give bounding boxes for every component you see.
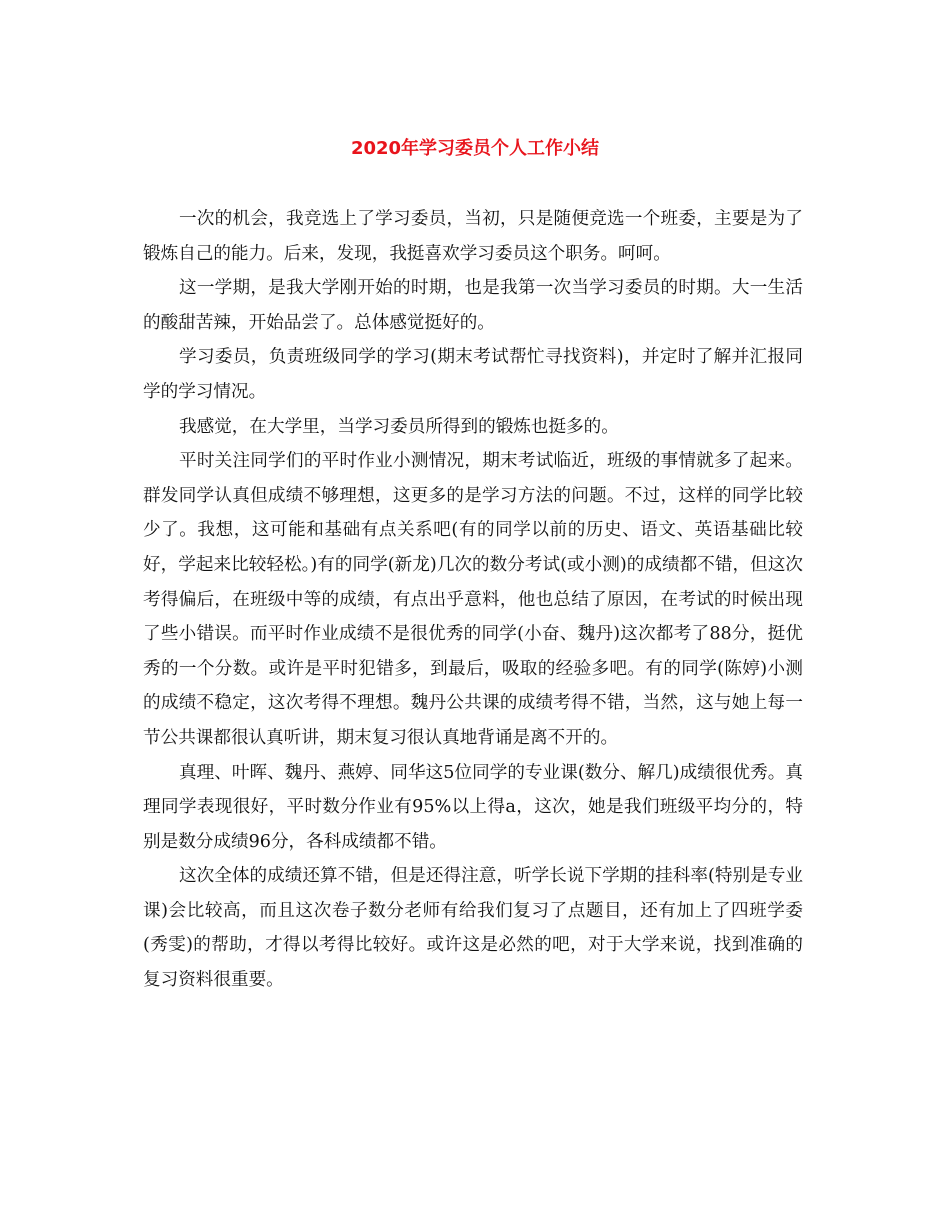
paragraph-1: 一次的机会，我竞选上了学习委员，当初，只是随便竞选一个班委，主要是为了锻炼自己的能力。后来，发现，我挺喜欢学习委员这个职务。呵呵。 [143, 209, 803, 264]
paragraph-2: 这一学期，是我大学刚开始的时期，也是我第一次当学习委员的时期。大一生活的酸甜苦辣，开始品尝了。总体感觉挺好的。 [143, 278, 803, 333]
document-body [143, 202, 803, 998]
paragraph-4: 我感觉，在大学里，当学习委员所得到的锻炼也挺多的。 [179, 416, 619, 437]
paragraph-7: 这次全体的成绩还算不错，但是还得注意，听学长说下学期的挂科率(特别是专业课)会比较高，而且这次卷子数分老师有给我们复习了点题目，还有加上了四班学委(秀雯)的帮助，才得以考得比较好。或许这是必然的吧，对于大学来说，找到准确的复习资料很重要。 [143, 866, 803, 991]
document-title: 2020年学习委员个人工作小结 [350, 138, 600, 159]
paragraph-3: 学习委员，负责班级同学的学习(期末考试帮忙寻找资料)，并定时了解并汇报同学的学习情况。 [143, 347, 803, 402]
paragraph-5: 平时关注同学们的平时作业小测情况，期末考试临近，班级的事情就多了起来。群发同学认真但成绩不够理想，这更多的是学习方法的问题。不过，这样的同学比较少了。我想，这可能和基础有点关系吧(有的同学以前的历史、语文、英语基础比较好，学起来比较轻松。)有的同学(新龙)几次的数分考试(或小测)的成绩都不错，但这次考得偏后，在班级中等的成绩，有点出乎意料，他也总结了原因，在考试的时候出现了些小错误。而平时作业成绩不是很优秀的同学(小奋、魏丹)这次都考了88分，挺优秀的一个分数。或许是平时犯错多，到最后，吸取的经验多吧。有的同学(陈婷)小测的成绩不稳定，这次考得不理想。魏丹公共课的成绩考得不错，当然，这与她上每一节公共课都很认真听讲，期末复习很认真地背诵是离不开的。 [143, 451, 803, 748]
paragraph-6: 真理、叶晖、魏丹、燕婷、同华这5位同学的专业课(数分、解几)成绩很优秀。真理同学表现很好，平时数分作业有95%以上得a，这次，她是我们班级平均分的，特别是数分成绩96分，各科成绩都不错。 [143, 762, 803, 852]
